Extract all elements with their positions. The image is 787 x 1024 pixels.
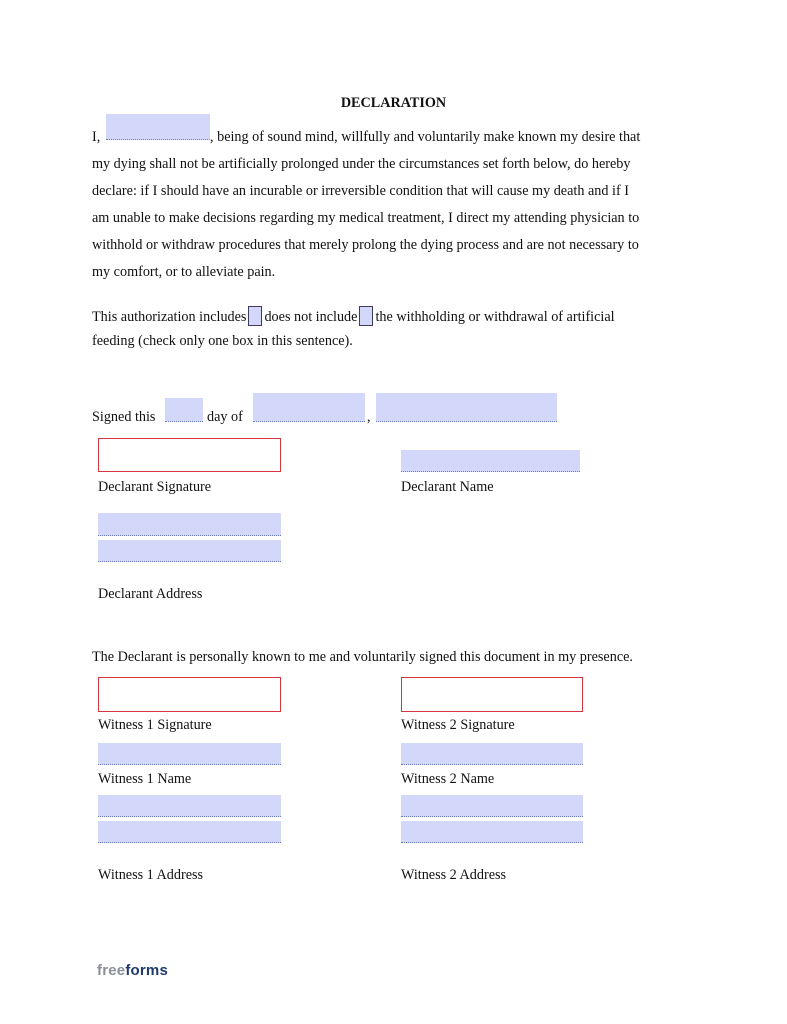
witness2-signature-box[interactable] (401, 677, 583, 712)
day-of-label: day of (207, 409, 243, 425)
witness2-address-label: Witness 2 Address (401, 867, 507, 883)
witness2-address-line1-field[interactable] (401, 795, 583, 817)
declarant-address-line2-field[interactable] (98, 540, 281, 562)
declarant-name-field[interactable] (401, 450, 580, 472)
witness2-address-line2-field[interactable] (401, 821, 583, 843)
declarant-signature-label: Declarant Signature (98, 479, 212, 495)
witness1-name-field[interactable] (98, 743, 281, 765)
declarant-signature-box[interactable] (98, 438, 281, 472)
paragraph1-line3: declare: if I should have an incurable or irreversible condition that will cause my death and if I (92, 183, 629, 199)
paragraph2-line1 (92, 306, 615, 326)
paragraph1-line1 (92, 129, 641, 146)
paragraph1-line4: am unable to make decisions regarding my medical treatment, I direct my attending physician to (92, 210, 640, 226)
declarant-address-line1-field[interactable] (98, 513, 281, 536)
paragraph1-line1-rest: , being of sound mind, willfully and voluntarily make known my desire that (210, 129, 641, 145)
witness1-signature-box[interactable] (98, 677, 281, 712)
witness2-signature-label: Witness 2 Signature (401, 717, 515, 733)
logo-part-forms: forms (125, 962, 169, 979)
paragraph2-part1: This authorization includes (92, 309, 247, 325)
signed-comma: , (367, 409, 371, 425)
witness-statement: The Declarant is personally known to me and voluntarily signed this document in my presence. (92, 649, 633, 665)
declarant-address-label: Declarant Address (98, 586, 203, 602)
includes-checkbox[interactable] (248, 306, 262, 326)
document-title: DECLARATION (340, 95, 447, 111)
witness1-signature-label: Witness 1 Signature (98, 717, 212, 733)
freeforms-logo (97, 962, 168, 979)
signed-year-field[interactable] (376, 393, 557, 422)
witness1-address-line1-field[interactable] (98, 795, 281, 817)
signed-day-field[interactable] (165, 398, 203, 422)
declarant-name-inline-field[interactable] (106, 114, 210, 140)
paragraph1-prefix: I, (92, 129, 101, 145)
logo-part-free: free (97, 962, 126, 979)
paragraph2-line2: feeding (check only one box in this sentence). (92, 333, 353, 349)
witness1-address-label: Witness 1 Address (98, 867, 204, 883)
witness2-name-field[interactable] (401, 743, 583, 765)
signed-month-field[interactable] (253, 393, 365, 422)
signed-this-label: Signed this (92, 409, 156, 425)
paragraph2-part3: the withholding or withdrawal of artificial (375, 309, 615, 325)
paragraph1-line5: withhold or withdraw procedures that merely prolong the dying process and are not necessary to (92, 237, 639, 253)
witness2-name-label: Witness 2 Name (401, 771, 495, 787)
paragraph2-part2: does not include (264, 309, 358, 325)
declarant-name-label: Declarant Name (401, 479, 494, 495)
paragraph1-line6: my comfort, or to alleviate pain. (92, 264, 276, 280)
witness1-address-line2-field[interactable] (98, 821, 281, 843)
does-not-include-checkbox[interactable] (359, 306, 373, 326)
paragraph1-line2: my dying shall not be artificially prolonged under the circumstances set forth below, do hereby (92, 156, 631, 172)
witness1-name-label: Witness 1 Name (98, 771, 192, 787)
